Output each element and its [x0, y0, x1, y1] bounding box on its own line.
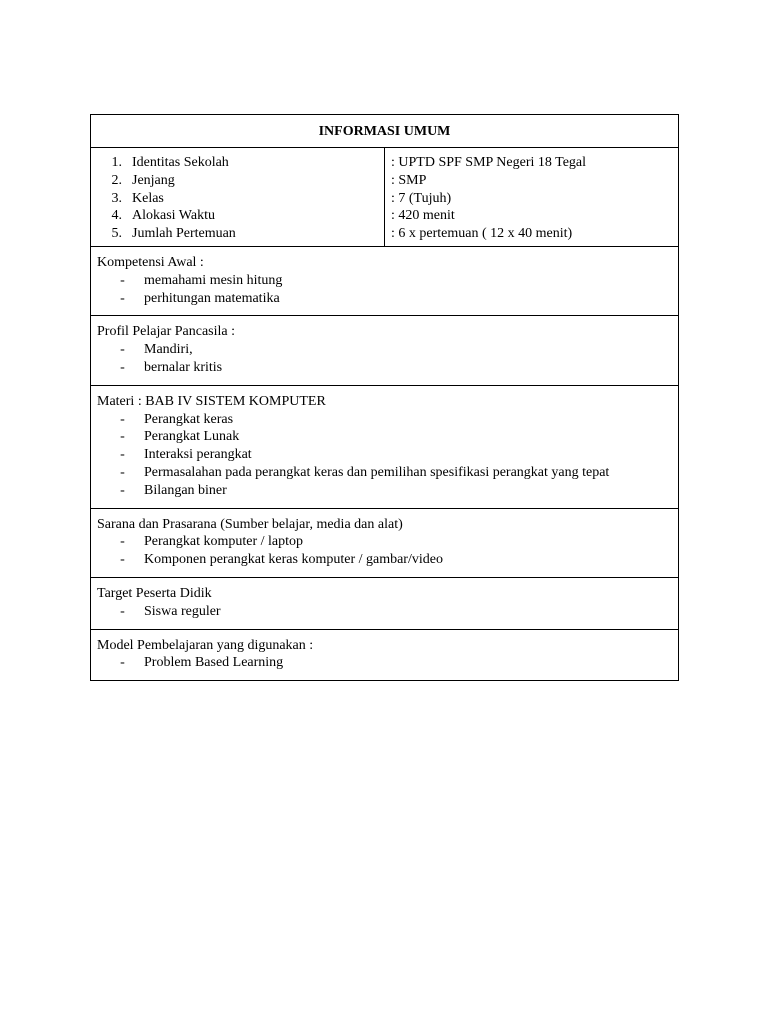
list-item	[97, 654, 672, 672]
title-row	[91, 115, 679, 148]
section-row	[91, 385, 679, 508]
section-kompetensi-awal	[91, 246, 679, 315]
list-item	[97, 533, 672, 551]
identity-value: : 7 (Tujuh)	[391, 190, 452, 206]
list-item-text: Komponen perangkat keras komputer / gambar/video	[144, 552, 443, 568]
list-item-text: Perangkat keras	[144, 411, 234, 427]
list-item	[97, 464, 672, 482]
identity-value: : 6 x pertemuan ( 12 x 40 menit)	[391, 226, 573, 242]
dash-bullet: -	[120, 534, 125, 550]
list-item	[97, 482, 672, 500]
section-heading: Sarana dan Prasarana (Sumber belajar, media dan alat)	[97, 516, 403, 532]
list-number: 1.	[111, 155, 122, 170]
table-title: INFORMASI UMUM	[91, 115, 679, 148]
list-item-text: Mandiri,	[144, 342, 193, 358]
identity-value: : SMP	[391, 172, 427, 188]
identity-value: : 420 menit	[391, 208, 455, 224]
identity-row	[91, 148, 679, 247]
section-target-peserta	[91, 577, 679, 629]
section-heading: Model Pembelajaran yang digunakan :	[97, 637, 314, 653]
section-row	[91, 246, 679, 315]
list-item-text: Siswa reguler	[144, 603, 221, 619]
list-item	[97, 359, 672, 377]
identity-label-row	[91, 225, 384, 243]
list-item-text: Problem Based Learning	[144, 655, 284, 671]
list-number: 5.	[111, 226, 122, 242]
list-item	[97, 446, 672, 464]
dash-bullet: -	[120, 655, 125, 671]
dash-bullet: -	[120, 359, 125, 375]
dash-bullet: -	[120, 552, 125, 568]
section-row	[91, 316, 679, 385]
identity-label-row	[91, 172, 384, 190]
section-sarana-prasarana	[91, 508, 679, 577]
identity-label-text: Identitas Sekolah	[132, 155, 229, 170]
dash-bullet: -	[120, 429, 125, 445]
dash-bullet: -	[120, 482, 125, 498]
list-number: 3.	[111, 190, 122, 206]
list-item	[97, 603, 672, 621]
list-item-text: bernalar kritis	[144, 359, 223, 375]
section-heading: Materi : BAB IV SISTEM KOMPUTER	[97, 393, 326, 409]
identity-label-text: Kelas	[132, 190, 164, 206]
section-materi	[91, 385, 679, 508]
section-row	[91, 508, 679, 577]
list-item-text: Interaksi perangkat	[144, 447, 252, 463]
dash-bullet: -	[120, 447, 125, 463]
list-item	[97, 551, 672, 569]
section-row	[91, 577, 679, 629]
section-heading: Profil Pelajar Pancasila :	[97, 324, 236, 340]
dash-bullet: -	[120, 272, 125, 288]
identity-label-row	[91, 154, 384, 172]
list-item	[97, 272, 672, 290]
identity-values	[385, 148, 679, 247]
list-item-text: memahami mesin hitung	[144, 272, 283, 288]
list-item-text: Perangkat komputer / laptop	[144, 534, 304, 550]
informasi-umum-table	[90, 114, 679, 681]
identity-value: : UPTD SPF SMP Negeri 18 Tegal	[391, 155, 587, 170]
list-item	[97, 428, 672, 446]
list-number: 2.	[111, 172, 122, 188]
list-item	[97, 341, 672, 359]
list-item-text: perhitungan matematika	[144, 290, 280, 306]
identity-label-text: Jumlah Pertemuan	[132, 226, 236, 242]
dash-bullet: -	[120, 464, 125, 480]
list-item-text: Permasalahan pada perangkat keras dan pemilihan spesifikasi perangkat yang tepat	[144, 464, 610, 480]
identity-labels	[91, 148, 385, 247]
dash-bullet: -	[120, 603, 125, 619]
list-item-text: Bilangan biner	[144, 482, 227, 498]
dash-bullet: -	[120, 411, 125, 427]
section-profil-pelajar	[91, 316, 679, 385]
identity-label-row	[91, 190, 384, 208]
dash-bullet: -	[120, 342, 125, 358]
section-heading: Target Peserta Didik	[97, 585, 212, 601]
identity-label-row	[91, 207, 384, 225]
section-row	[91, 629, 679, 681]
identity-label-text: Jenjang	[132, 172, 175, 188]
list-number: 4.	[111, 208, 122, 224]
identity-label-text: Alokasi Waktu	[132, 208, 215, 224]
dash-bullet: -	[120, 290, 125, 306]
list-item-text: Perangkat Lunak	[144, 429, 240, 445]
section-heading: Kompetensi Awal :	[97, 254, 204, 270]
list-item	[97, 290, 672, 308]
section-model-pembelajaran	[91, 629, 679, 681]
list-item	[97, 411, 672, 429]
